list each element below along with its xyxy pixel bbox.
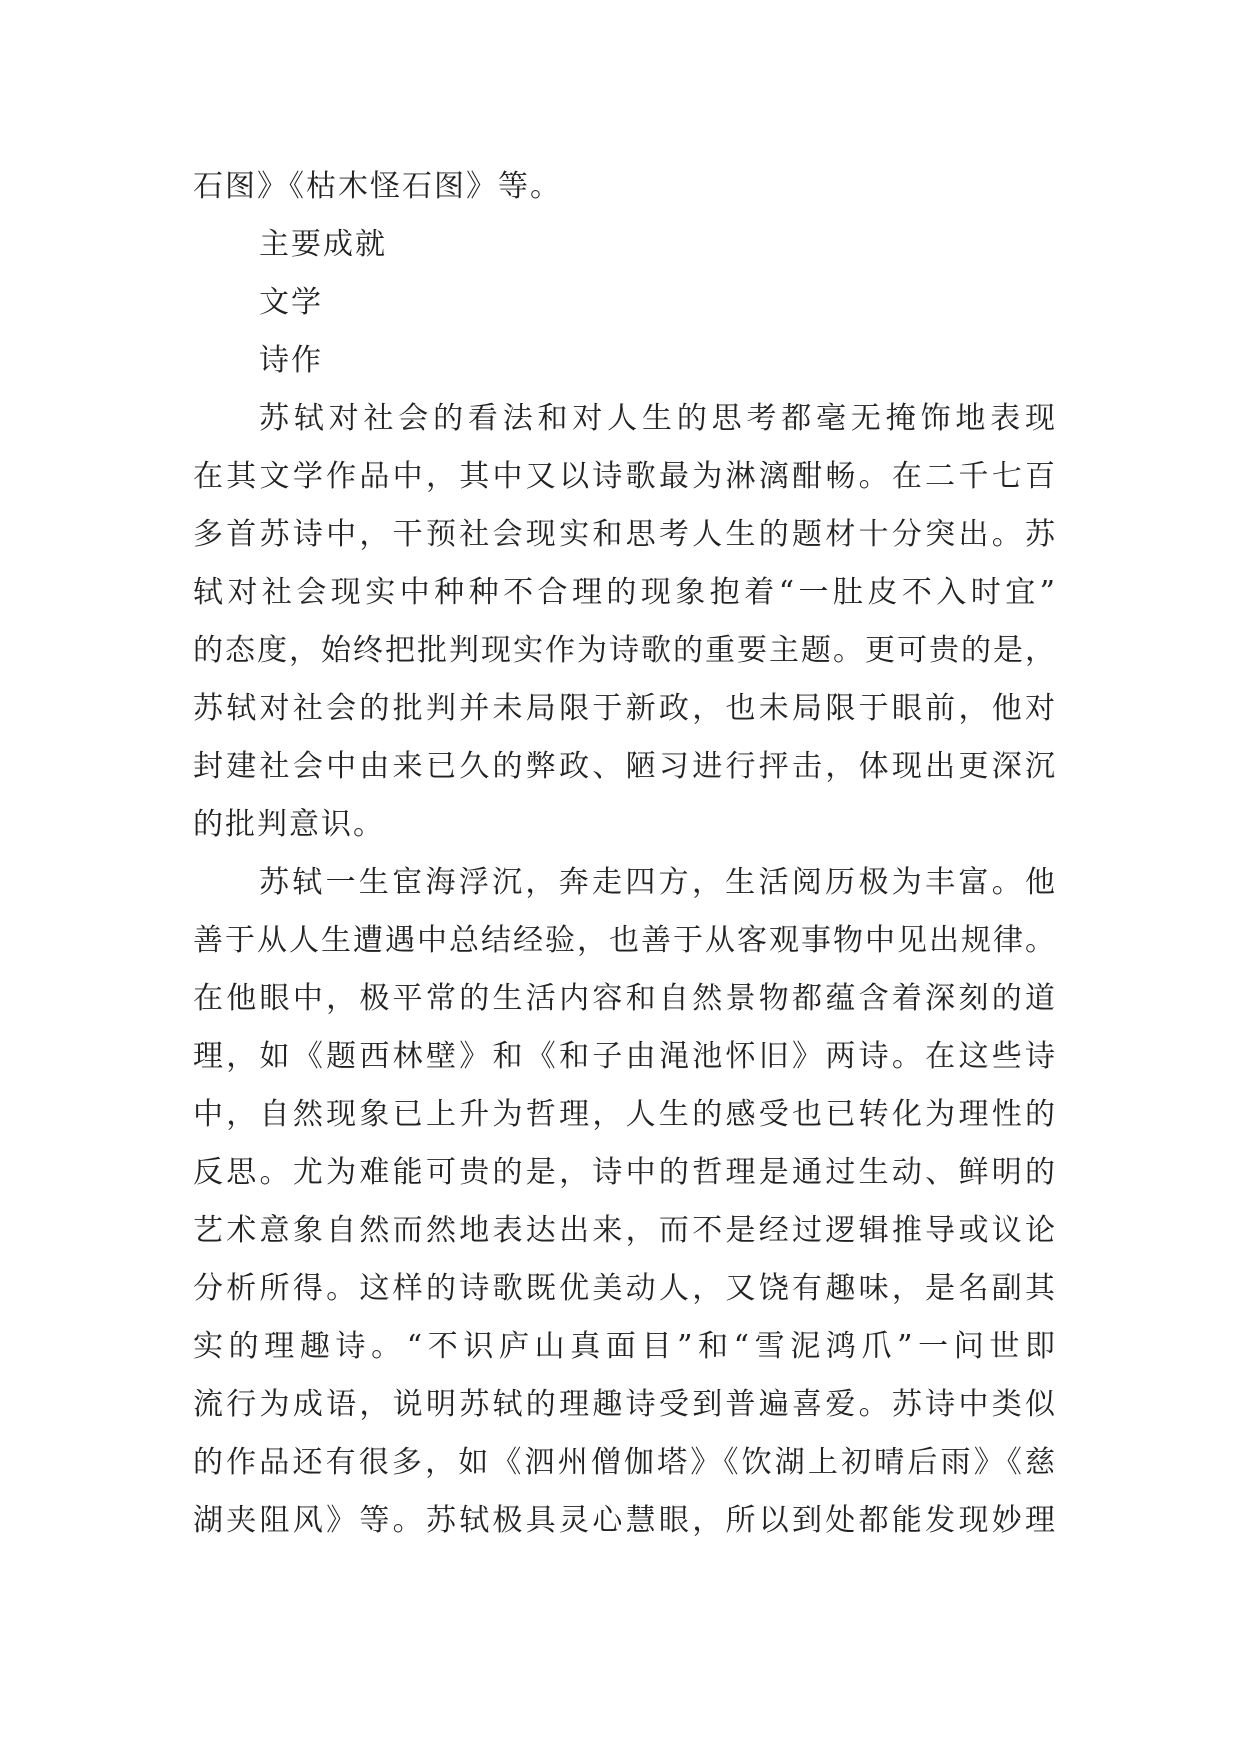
paragraph-line: 轼对社会现实中种种不合理的现象抱着“一肚皮不入时宜”: [193, 575, 1055, 610]
paragraph-line: 中，自然现象已上升为哲理，人生的感受也已转化为理性的: [193, 1097, 1055, 1132]
heading-main-achievements: 主要成就: [259, 227, 387, 262]
heading-poetry: 诗作: [259, 343, 323, 378]
paragraph-2: [193, 854, 1055, 1550]
paragraph-1: [193, 390, 1055, 854]
paragraph-line: 的批判意识。: [193, 807, 385, 842]
paragraph-line: 多首苏诗中，干预社会现实和思考人生的题材十分突出。苏: [193, 517, 1055, 552]
paragraph-line: 艺术意象自然而然地表达出来，而不是经过逻辑推导或议论: [193, 1213, 1055, 1248]
paragraph-line: 的作品还有很多，如《泗州僧伽塔》《饮湖上初晴后雨》《慈: [193, 1445, 1055, 1480]
paragraph-line: 反思。尤为难能可贵的是，诗中的哲理是通过生动、鲜明的: [193, 1155, 1055, 1190]
paragraph-line: 善于从人生遭遇中总结经验，也善于从客观事物中见出规律。: [193, 923, 1055, 958]
paragraph-line: 的态度，始终把批判现实作为诗歌的重要主题。更可贵的是，: [193, 633, 1055, 668]
paragraph-line: 理，如《题西林壁》和《和子由渑池怀旧》两诗。在这些诗: [193, 1039, 1055, 1074]
paragraph-line: 在其文学作品中，其中又以诗歌最为淋漓酣畅。在二千七百: [193, 459, 1055, 494]
paragraph-line: 流行为成语，说明苏轼的理趣诗受到普遍喜爱。苏诗中类似: [193, 1387, 1055, 1422]
paragraph-line: 苏轼对社会的看法和对人生的思考都毫无掩饰地表现: [259, 401, 1055, 436]
paragraph-line: 湖夹阻风》等。苏轼极具灵心慧眼，所以到处都能发现妙理: [193, 1503, 1055, 1538]
paragraph-line: 实的理趣诗。“不识庐山真面目”和“雪泥鸿爪”一问世即: [193, 1329, 1055, 1364]
paragraph-line: 分析所得。这样的诗歌既优美动人，又饶有趣味，是名副其: [193, 1271, 1055, 1306]
body-text: [193, 158, 1055, 1550]
paragraph-line: 苏轼一生宦海浮沉，奔走四方，生活阅历极为丰富。他: [259, 865, 1055, 900]
paragraph-line: 封建社会中由来已久的弊政、陋习进行抨击，体现出更深沉: [193, 749, 1055, 784]
paragraph-line: 在他眼中，极平常的生活内容和自然景物都蕴含着深刻的道: [193, 981, 1055, 1016]
heading-literature: 文学: [259, 285, 323, 320]
paragraph-line: 苏轼对社会的批判并未局限于新政，也未局限于眼前，他对: [193, 691, 1055, 726]
intro-line: 石图》《枯木怪石图》等。: [193, 169, 562, 204]
